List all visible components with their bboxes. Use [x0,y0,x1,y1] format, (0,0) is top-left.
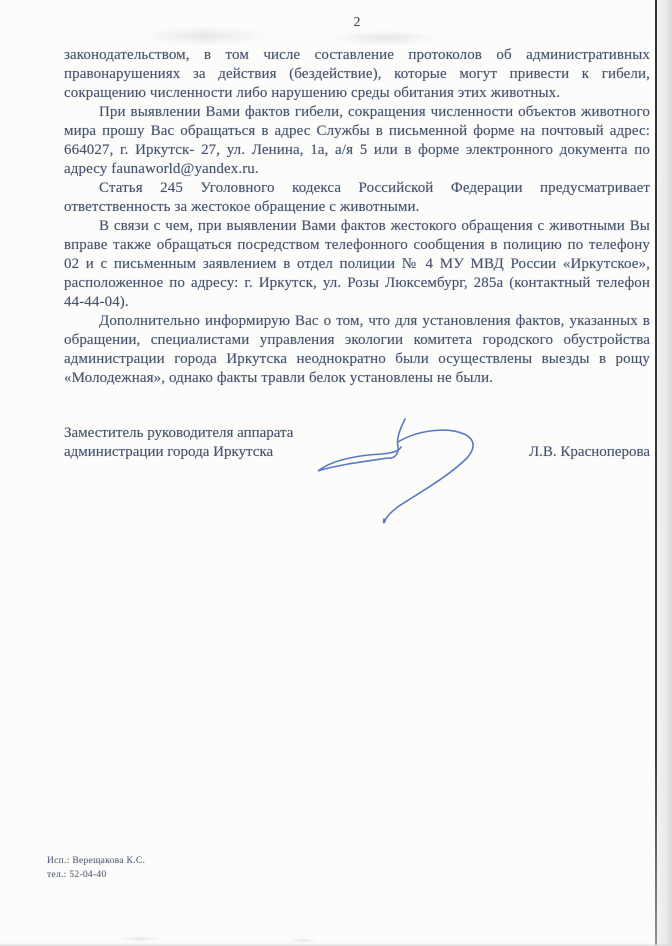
scan-smudge [330,30,440,46]
page-number: 2 [353,15,361,30]
signer-name: Л.В. Красноперова [528,444,650,460]
signer-position-line2: администрации города Иркутска [64,444,274,460]
letter-body [64,46,650,388]
executor-name: Исп.: Верещакова К.С. [47,856,146,866]
signer-position-line1: Заместитель руководителя аппарата [64,425,294,441]
paragraph-police-contact: В связи с чем, при выявлении Вами фактов жестокого обращения с животными Вы вправе также обращаться посредством телефонного сообщения в полицию по телефону 02 и с письменным заявлением в отдел полиции № 4 МУ МВД России «Иркутское», расположенное по адресу: г. Иркутск, ул. Розы Люксембург, 285а (контактный телефон 44-44-04). [64,218,650,310]
signature-block [64,424,650,462]
paragraph-contact-service: При выявлении Вами фактов гибели, сокращения численности объектов животного мира прошу Вас обращаться в адрес Службы в письменной форме на почтовый адрес: 664027, г. Иркутск- 27, ул. Ленина, 1а, а/я 5 или в форме электронного документа по адресу faunaworld@yandex.ru. [64,104,650,177]
executor-phone: тел.: 52-04-40 [47,869,107,880]
scan-edge-strip [657,0,672,946]
scan-smudge [120,936,160,942]
paragraph-inspection-results: Дополнительно информирую Вас о том, что для установления фактов, указанных в обращении, специалистами управления экологии комитета городского обустройства администрации города Иркутска неоднократно были осуществлены выезды в рощу «Молодежная», однако факты травли белок установлены не были. [64,313,650,386]
signer-position [64,424,293,462]
paragraph-criminal-code: Статья 245 Уголовного кодекса Российской Федерации предусматривает ответственность за жестокое обращение с животными. [64,180,650,215]
paragraph-continuation: законодательством, в том числе составление протоколов об административных правонарушениях за действия (бездействие), которые могут привести к гибели, сокращению численности либо нарушению среды обитания этих животных. [64,47,650,101]
executor-footer [47,855,145,882]
